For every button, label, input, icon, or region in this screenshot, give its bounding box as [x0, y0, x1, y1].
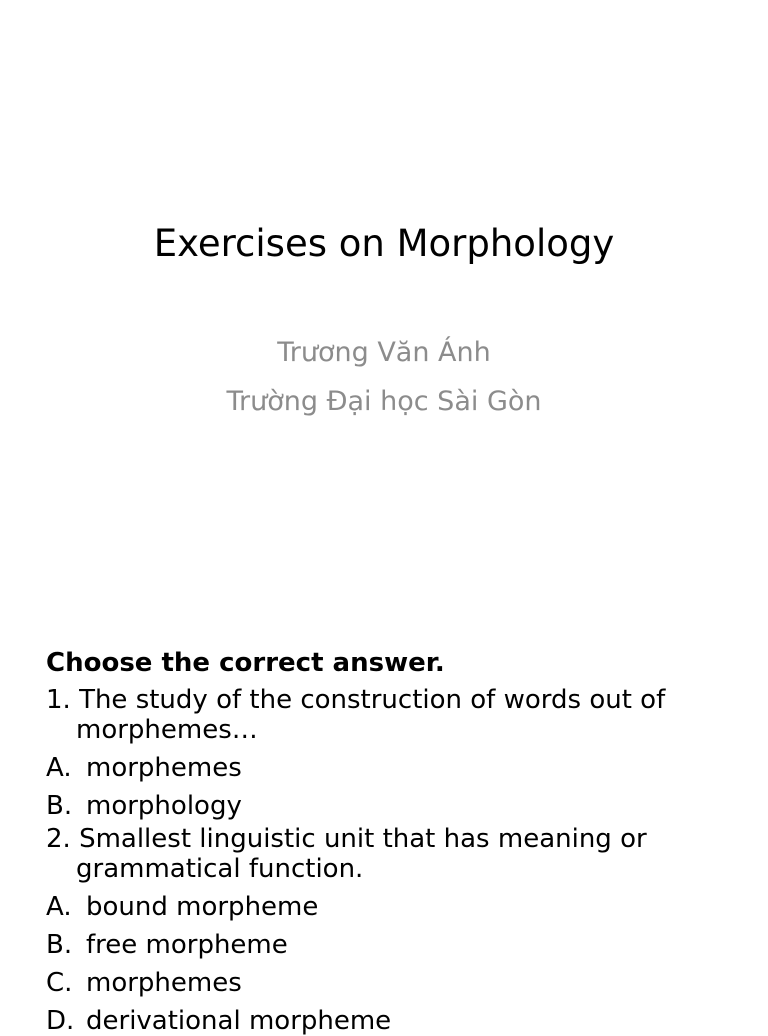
- slide-title: Exercises on Morphology: [153, 222, 615, 265]
- answer-option: [46, 930, 726, 960]
- option-letter: C.: [46, 968, 73, 998]
- institution-name: Trường Đại học Sài Gòn: [226, 386, 542, 417]
- quiz-slide: [0, 644, 768, 1036]
- option-text: derivational morpheme: [86, 1006, 392, 1036]
- answer-option: [46, 753, 726, 783]
- question-text: 2. Smallest linguistic unit that has meaning or grammatical function.: [46, 824, 647, 884]
- option-letter: A.: [46, 753, 72, 783]
- quiz-body: [46, 644, 726, 1036]
- option-text: free morpheme: [86, 930, 288, 960]
- answer-option: [46, 791, 726, 821]
- option-text: morphology: [86, 791, 242, 821]
- option-letter: B.: [46, 791, 73, 821]
- quiz-heading: Choose the correct answer.: [46, 648, 445, 678]
- option-letter: B.: [46, 930, 73, 960]
- option-letter: D.: [46, 1006, 75, 1036]
- question-text: 1. The study of the construction of words out of morphemes…: [46, 685, 666, 745]
- answer-option: [46, 892, 726, 922]
- option-text: morphemes: [86, 968, 242, 998]
- answer-option: [46, 968, 726, 998]
- option-text: morphemes: [86, 753, 242, 783]
- quiz-items: [46, 685, 726, 1036]
- option-text: bound morpheme: [86, 892, 319, 922]
- option-letter: A.: [46, 892, 72, 922]
- answer-option: [46, 1006, 726, 1036]
- author-name: Trương Văn Ánh: [277, 337, 491, 368]
